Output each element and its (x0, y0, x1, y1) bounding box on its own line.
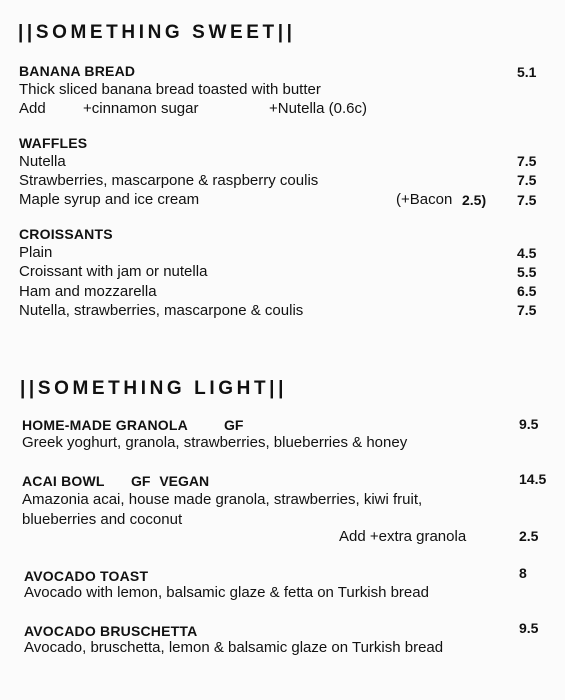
menu-price: 7.5 (517, 172, 537, 188)
bacon-addon-label: (+Bacon (396, 191, 453, 208)
bacon-addon-price: 2.5) (462, 192, 487, 208)
menu-line: Nutella, strawberries, mascarpone & coulis (19, 302, 304, 319)
section-title-light: ||SOMETHING LIGHT|| (20, 378, 287, 399)
price-granola: 9.5 (519, 416, 539, 432)
menu-price: 4.5 (517, 245, 537, 261)
addon-cinnamon: +cinnamon sugar (83, 100, 199, 117)
section-title-sweet: ||SOMETHING SWEET|| (18, 22, 296, 43)
item-title-acai: ACAI BOWL (22, 473, 105, 489)
menu-price: 7.5 (517, 153, 537, 169)
addon-nutella: +Nutella (0.6c) (269, 100, 367, 117)
price-banana-bread: 5.1 (517, 64, 537, 80)
item-title-waffles: WAFFLES (19, 135, 88, 151)
desc-banana-bread: Thick sliced banana bread toasted with butter (19, 81, 321, 98)
price-avocado-toast: 8 (519, 565, 527, 581)
dietary-tags: GF VEGAN (131, 473, 210, 489)
extra-granola-addon: Add +extra granola (339, 528, 467, 545)
menu-price: 6.5 (517, 283, 537, 299)
desc-acai-line-2: blueberries and coconut (22, 511, 183, 528)
extra-granola-price: 2.5 (519, 528, 539, 544)
price-avocado-bruschetta: 9.5 (519, 620, 539, 636)
item-title-granola: HOME-MADE GRANOLA (22, 417, 188, 433)
desc-avocado-toast: Avocado with lemon, balsamic glaze & fetta on Turkish bread (24, 584, 429, 601)
menu-price: 7.5 (517, 192, 537, 208)
menu-line: Strawberries, mascarpone & raspberry coulis (19, 172, 319, 189)
item-title-banana-bread: BANANA BREAD (19, 63, 136, 79)
dietary-tag: GF (224, 417, 244, 433)
menu-line: Ham and mozzarella (19, 283, 157, 300)
desc-avocado-bruschetta: Avocado, bruschetta, lemon & balsamic glaze on Turkish bread (24, 639, 444, 656)
add-label: Add (19, 100, 46, 117)
menu-price: 5.5 (517, 264, 537, 280)
menu-line: Maple syrup and ice cream (19, 191, 200, 208)
menu-line: Plain (19, 244, 53, 261)
menu-line: Nutella (19, 153, 66, 170)
menu-price: 7.5 (517, 302, 537, 318)
item-title-avocado-bruschetta: AVOCADO BRUSCHETTA (24, 623, 198, 639)
desc-granola: Greek yoghurt, granola, strawberries, blueberries & honey (22, 434, 408, 451)
price-acai: 14.5 (519, 471, 547, 487)
item-title-croissants: CROISSANTS (19, 226, 113, 242)
item-title-avocado-toast: AVOCADO TOAST (24, 568, 149, 584)
desc-acai-line-1: Amazonia acai, house made granola, strawberries, kiwi fruit, (22, 491, 423, 508)
menu-line: Croissant with jam or nutella (19, 263, 208, 280)
